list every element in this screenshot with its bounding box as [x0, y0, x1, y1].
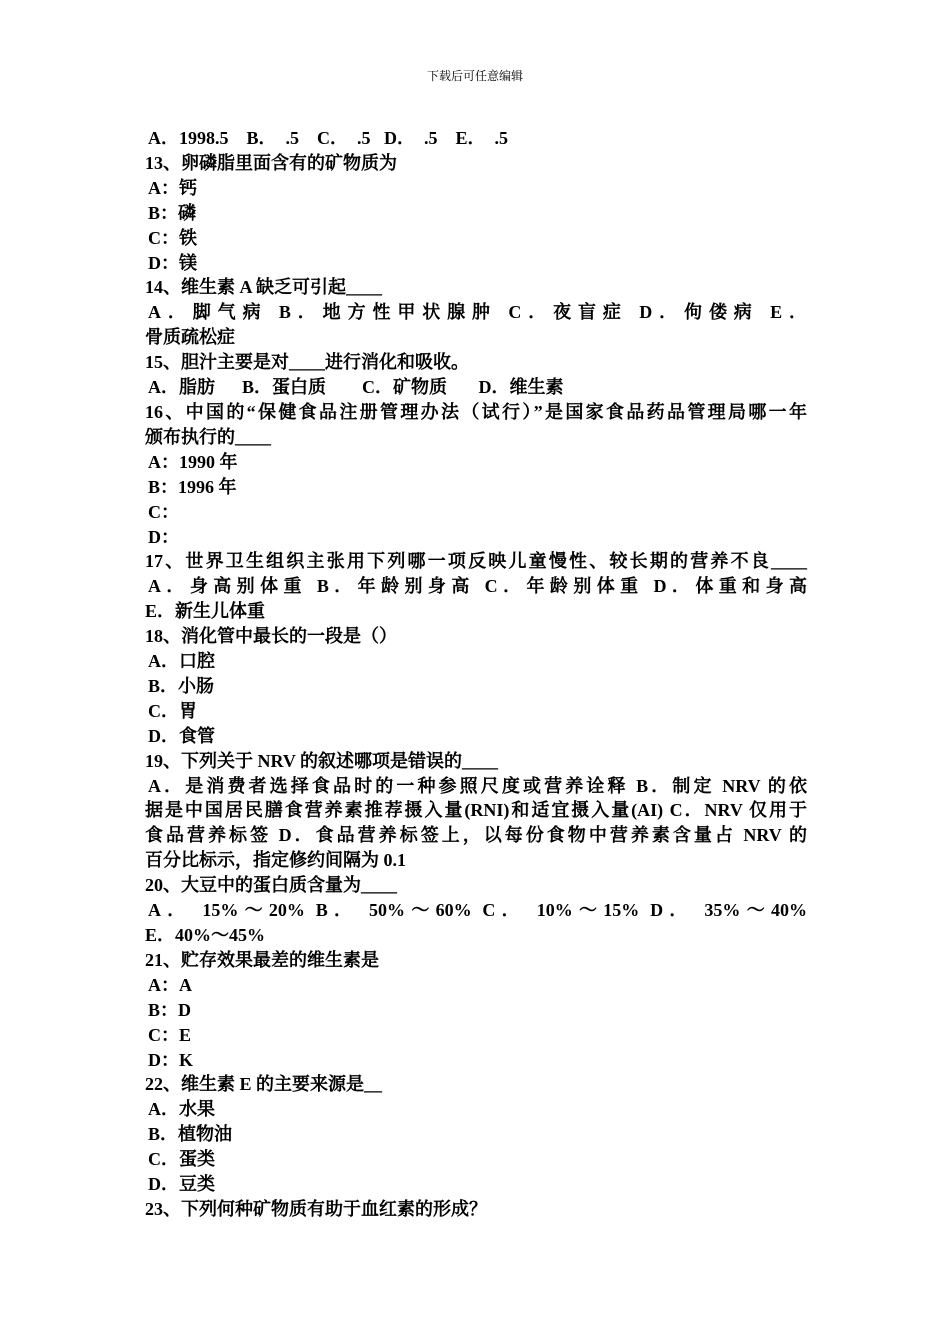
text-line: B：磷 — [148, 202, 197, 223]
text-line: 食品营养标签 D．食品营养标签上，以每份食物中营养素含量占 NRV 的 — [145, 825, 807, 846]
text-line: 骨质疏松症 — [145, 327, 235, 348]
question-list — [145, 126, 807, 1222]
text-line: C：E — [148, 1024, 192, 1045]
question-line: 14、维生素 A 缺乏可引起____ — [145, 277, 383, 298]
text-line: C： — [148, 501, 179, 522]
text-line: A．水果 — [148, 1099, 215, 1120]
question-line: 22、维生素 E 的主要来源是__ — [145, 1074, 383, 1095]
text-line: A． 15%～20% B． 50%～60% C． 10%～15% D． 35%～40% — [148, 900, 807, 921]
question-line: 17、世界卫生组织主张用下列哪一项反映儿童慢性、较长期的营养不良____ — [145, 551, 807, 572]
text-line: 百分比标示，指定修约间隔为 0.1 — [145, 850, 406, 871]
text-line: C：铁 — [148, 227, 197, 248]
question-line: 18、消化管中最长的一段是（） — [145, 626, 397, 647]
text-line: A：钙 — [148, 177, 197, 198]
text-line: D：镁 — [148, 252, 197, 273]
text-line: E．40%～45% — [145, 925, 266, 945]
question-line: 13、卵磷脂里面含有的矿物质为 — [145, 152, 397, 173]
text-line: A：1990 年 — [148, 451, 238, 472]
text-line: B．植物油 — [148, 1124, 233, 1145]
text-line: A：A — [148, 974, 192, 995]
text-line: D．食管 — [148, 725, 215, 746]
text-line: B：1996 年 — [148, 476, 237, 497]
page-header: 下载后可任意编辑 — [426, 69, 523, 83]
question-line: 21、贮存效果最差的维生素是 — [145, 949, 379, 970]
text-line: E．新生儿体重 — [145, 601, 266, 622]
question-line: 16、中国的“保健食品注册管理办法（试行）”是国家食品药品管理局哪一年 — [145, 401, 807, 422]
question-line: 20、大豆中的蛋白质含量为____ — [145, 875, 397, 896]
text-line: 颁布执行的____ — [145, 426, 271, 447]
text-line: B．小肠 — [148, 675, 215, 696]
question-line: 15、胆汁主要是对____进行消化和吸收。 — [145, 352, 469, 373]
text-line: A．1998.5 B． .5 C． .5 D． .5 E． .5 — [148, 128, 509, 148]
text-line: C．蛋类 — [148, 1149, 215, 1170]
text-line: D：K — [148, 1049, 193, 1070]
text-line: B：D — [148, 999, 192, 1020]
question-line: 23、下列何种矿物质有助于血红素的形成？ — [145, 1198, 487, 1219]
text-line: A．是消费者选择食品时的一种参照尺度或营养诠释 B．制定 NRV 的依 — [148, 775, 807, 796]
text-line: A．脂肪 B．蛋白质 C．矿物质 D．维生素 — [148, 377, 564, 398]
text-line: 据是中国居民膳食营养素推荐摄入量(RNI)和适宜摄入量(AI) C．NRV 仅用于 — [145, 800, 807, 821]
text-line: D： — [148, 526, 179, 547]
text-line: C．胃 — [148, 700, 197, 721]
text-line: A．口腔 — [148, 651, 215, 672]
text-line: A．身高别体重 B．年龄别身高 C．年龄别体重 D．体重和身高 — [148, 576, 807, 597]
text-line: D．豆类 — [148, 1174, 215, 1195]
question-line: 19、下列关于 NRV 的叙述哪项是错误的____ — [145, 750, 499, 771]
text-line: A．脚气病 B．地方性甲状腺肿 C．夜盲症 D．佝偻病 E． — [148, 302, 807, 323]
